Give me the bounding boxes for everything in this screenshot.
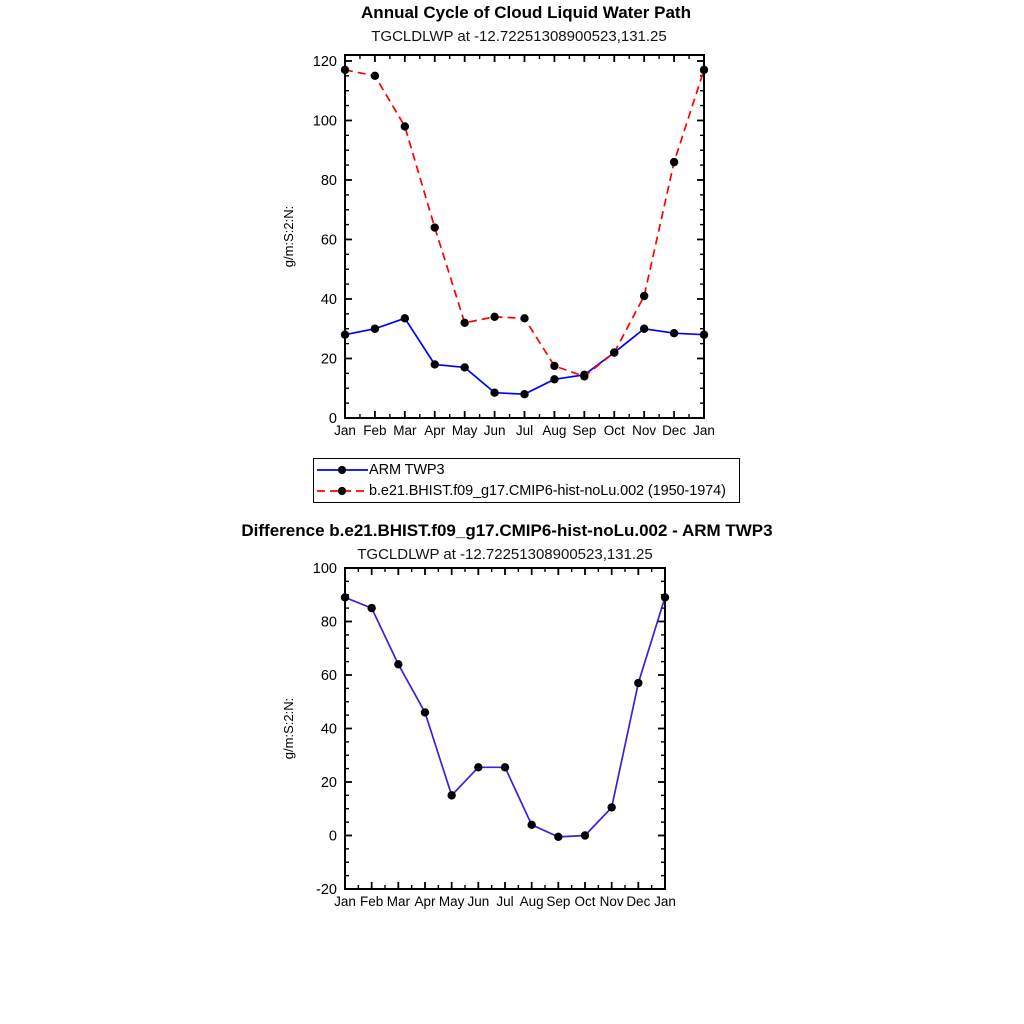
svg-text:80: 80 <box>320 614 337 631</box>
svg-text:Apr: Apr <box>424 423 446 438</box>
svg-text:Jun: Jun <box>483 423 506 438</box>
svg-text:Jan: Jan <box>334 894 356 909</box>
svg-text:20: 20 <box>320 775 337 791</box>
svg-text:May: May <box>438 894 465 909</box>
svg-text:Aug: Aug <box>519 894 544 909</box>
svg-text:g/m:S:2:N:: g/m:S:2:N: <box>281 205 296 268</box>
top-chart-title: Annual Cycle of Cloud Liquid Water Path <box>361 3 691 22</box>
svg-text:Oct: Oct <box>574 894 596 909</box>
svg-text:Dec: Dec <box>626 894 651 909</box>
svg-text:60: 60 <box>320 232 337 249</box>
legend-label-model-run: b.e21.BHIST.f09_g17.CMIP6-hist-noLu.002 (1950-1974) <box>369 482 726 499</box>
svg-text:0: 0 <box>328 828 337 845</box>
svg-text:Apr: Apr <box>414 894 436 909</box>
legend-label-arm-twp3: ARM TWP3 <box>369 462 445 479</box>
svg-text:Mar: Mar <box>393 423 417 438</box>
svg-text:Jan: Jan <box>654 894 676 909</box>
svg-text:-20: -20 <box>316 882 337 898</box>
svg-text:60: 60 <box>320 668 337 684</box>
svg-text:May: May <box>451 423 478 438</box>
svg-text:Aug: Aug <box>542 423 567 438</box>
svg-text:20: 20 <box>320 351 337 368</box>
svg-text:40: 40 <box>320 721 337 738</box>
svg-text:Sep: Sep <box>572 423 597 438</box>
svg-text:Dec: Dec <box>662 423 687 438</box>
svg-text:Jul: Jul <box>515 423 534 438</box>
top-chart-subtitle: TGCLDLWP at -12.72251308900523,131.25 <box>371 28 667 45</box>
svg-text:100: 100 <box>312 113 337 130</box>
svg-text:Sep: Sep <box>546 894 571 909</box>
svg-text:Mar: Mar <box>386 894 410 909</box>
svg-text:Nov: Nov <box>632 423 657 438</box>
svg-text:Feb: Feb <box>360 894 384 909</box>
svg-text:Jan: Jan <box>693 423 715 438</box>
svg-text:Jan: Jan <box>334 423 356 438</box>
svg-text:120: 120 <box>312 53 337 70</box>
svg-text:Jul: Jul <box>496 894 514 909</box>
svg-text:80: 80 <box>320 172 337 189</box>
svg-text:0: 0 <box>328 411 337 427</box>
svg-text:Oct: Oct <box>603 423 625 438</box>
difference-chart-subtitle: TGCLDLWP at -12.72251308900523,131.25 <box>357 546 653 563</box>
svg-text:Nov: Nov <box>599 894 624 909</box>
difference-chart-title: Difference b.e21.BHIST.f09_g17.CMIP6-hist-noLu.002 - ARM TWP3 <box>241 521 773 540</box>
svg-text:100: 100 <box>312 561 337 577</box>
svg-text:Feb: Feb <box>363 423 387 438</box>
svg-text:Jun: Jun <box>467 894 490 909</box>
svg-text:40: 40 <box>320 291 337 308</box>
svg-text:g/m:S:2:N:: g/m:S:2:N: <box>281 697 296 760</box>
